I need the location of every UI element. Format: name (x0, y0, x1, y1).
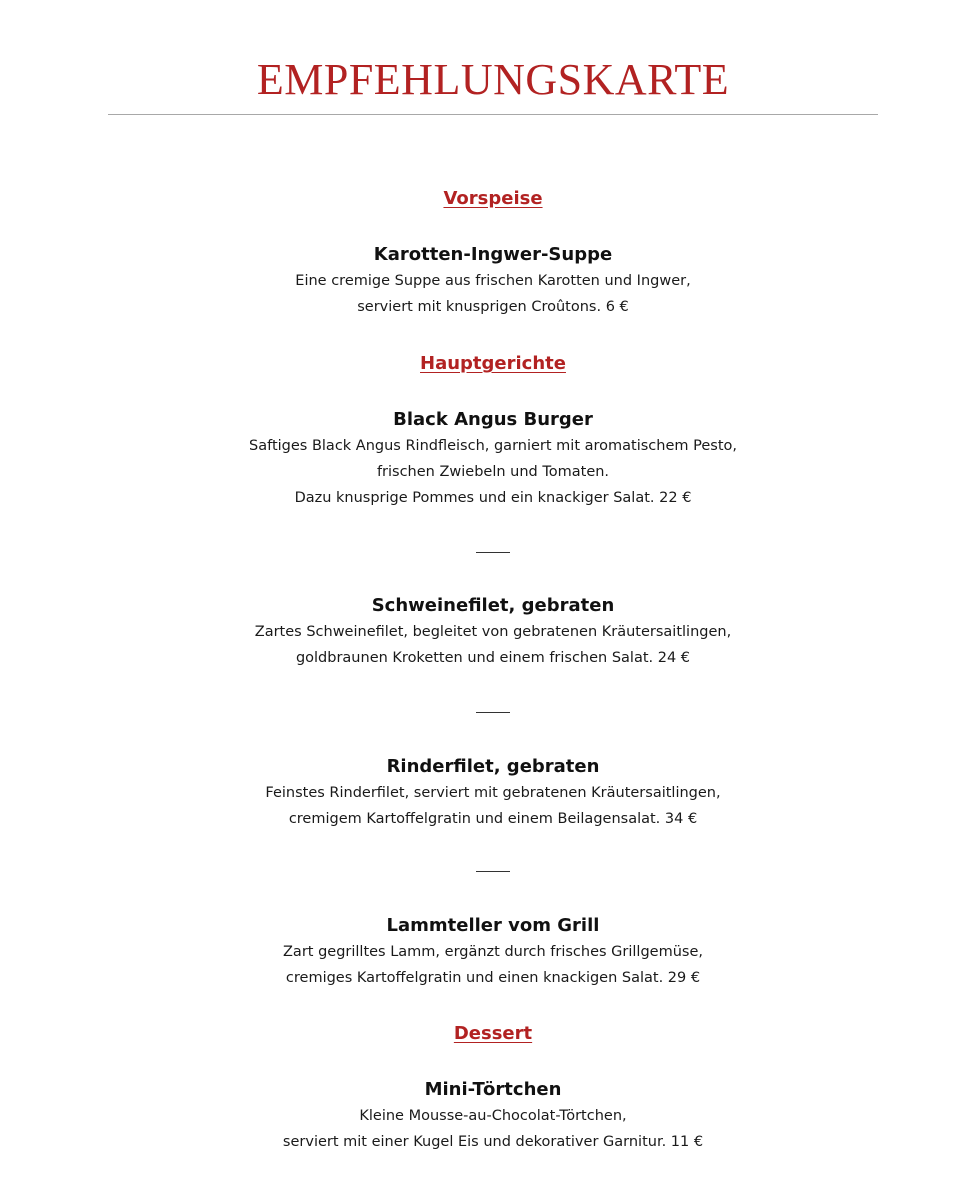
dish-description-line: serviert mit knusprigen Croûtons. 6 € (357, 299, 629, 315)
section-dessert (0, 1021, 966, 1047)
dish-description-line: Saftiges Black Angus Rindfleisch, garniert mit aromatischem Pesto, (249, 438, 737, 454)
dish-description-line: Zart gegrilltes Lamm, ergänzt durch frisches Grillgemüse, (283, 944, 703, 960)
dish-rinderfilet (0, 754, 966, 832)
dish-description-line: Eine cremige Suppe aus frischen Karotten und Ingwer, (295, 273, 691, 289)
dish-name: Mini-Törtchen (424, 1079, 562, 1100)
dish-lammteller (0, 913, 966, 991)
section-vorspeise (0, 186, 966, 212)
dish-description-line: frischen Zwiebeln und Tomaten. (376, 464, 610, 480)
dish-mini-toertchen (0, 1077, 966, 1155)
dish-description-line: cremigem Kartoffelgratin und einem Beilagensalat. 34 € (288, 811, 698, 827)
dish-description-line: Feinstes Rinderfilet, serviert mit gebratenen Kräutersaitlingen, (265, 785, 721, 801)
dish-name: Rinderfilet, gebraten (386, 756, 600, 777)
dish-description-line: Kleine Mousse-au-Chocolat-Törtchen, (359, 1108, 627, 1124)
dish-name: Black Angus Burger (393, 409, 593, 430)
dish-schweinefilet (0, 593, 966, 671)
section-heading: Vorspeise (443, 188, 543, 209)
dish-black-angus-burger (0, 407, 966, 511)
dish-name: Schweinefilet, gebraten (371, 595, 615, 616)
dish-description-line: Zartes Schweinefilet, begleitet von gebratenen Kräutersaitlingen, (254, 624, 732, 640)
section-heading: Hauptgerichte (420, 353, 566, 374)
dish-description-line: goldbraunen Kroketten und einem frischen Salat. 24 € (295, 650, 691, 666)
dish-separator (476, 871, 510, 872)
dish-description-line: cremiges Kartoffelgratin und einen knackigen Salat. 29 € (285, 970, 701, 986)
dish-name: Karotten-Ingwer-Suppe (373, 244, 613, 265)
menu-title: EMPFEHLUNGSKARTE (256, 55, 730, 104)
dish-karotten-ingwer-suppe (0, 242, 966, 320)
dish-description-line: serviert mit einer Kugel Eis und dekorativer Garnitur. 11 € (282, 1134, 704, 1150)
dish-name: Lammteller vom Grill (386, 915, 600, 936)
dish-description-line: Dazu knusprige Pommes und ein knackiger Salat. 22 € (294, 490, 692, 506)
section-heading: Dessert (453, 1023, 533, 1044)
title-divider (108, 114, 878, 115)
dish-separator (476, 552, 510, 553)
dish-separator (476, 712, 510, 713)
section-hauptgerichte (0, 351, 966, 377)
